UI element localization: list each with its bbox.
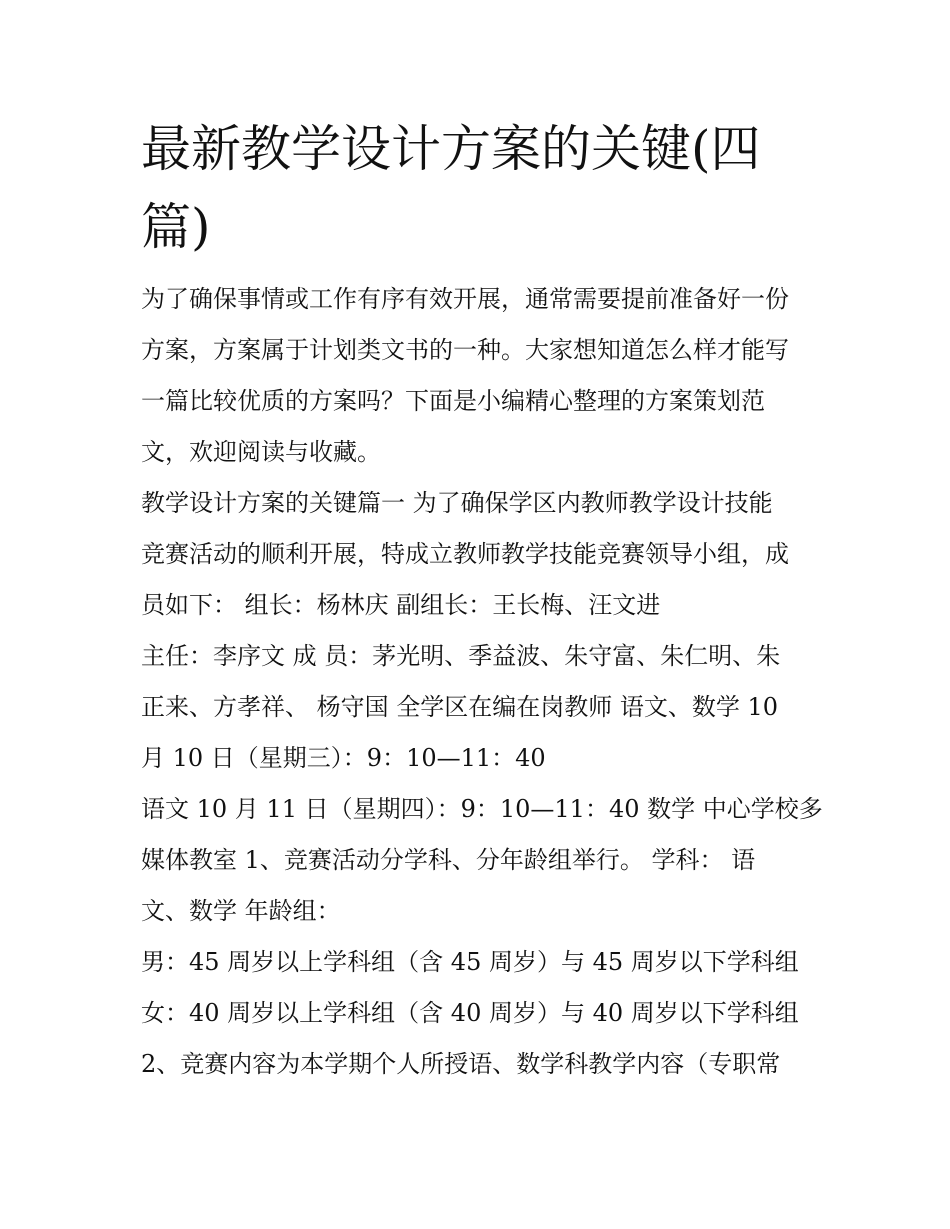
text-line: 为了确保事情或工作有序有效开展，通常需要提前准备好一份 [141, 285, 789, 313]
title-line: 篇) [141, 198, 211, 256]
text-line: 媒体教室 1、竞赛活动分学科、分年龄组举行。 学科： 语 [141, 846, 756, 874]
text-line: 文、数学 年龄组： [141, 897, 341, 925]
text-line: 文，欢迎阅读与收藏。 [141, 438, 381, 466]
text-line: 语文 10 月 11 日（星期四）：9：10—11：40 数学 中心学校多 [141, 795, 823, 823]
text-line: 主任：李序文 成 员：茅光明、季益波、朱守富、朱仁明、朱 [141, 642, 781, 670]
text-line: 正来、方孝祥、 杨守国 全学区在编在岗教师 语文、数学 10 [141, 693, 779, 721]
text-line: 方案，方案属于计划类文书的一种。大家想知道怎么样才能写 [141, 336, 789, 364]
text-line: 一篇比较优质的方案吗？下面是小编精心整理的方案策划范 [141, 387, 765, 415]
text-line: 教学设计方案的关键篇一 为了确保学区内教师教学设计技能 [141, 489, 773, 517]
text-line: 女：40 周岁以上学科组（含 40 周岁）与 40 周岁以下学科组 [141, 999, 799, 1027]
text-line: 男：45 周岁以上学科组（含 45 周岁）与 45 周岁以下学科组 [141, 948, 799, 976]
text-line: 员如下： 组长：杨林庆 副组长：王长梅、汪文进 [141, 591, 661, 619]
intro-paragraph [141, 274, 821, 478]
text-line: 竞赛活动的顺利开展，特成立教师教学技能竞赛领导小组，成 [141, 540, 789, 568]
document-title [141, 110, 821, 266]
title-line: 最新教学设计方案的关键(四 [141, 120, 761, 178]
section-one-paragraph [141, 478, 821, 1090]
text-line: 2、竞赛内容为本学期个人所授语、数学科教学内容（专职常 [141, 1050, 781, 1078]
text-line: 月 10 日（星期三）：9：10—11：40 [141, 744, 546, 772]
